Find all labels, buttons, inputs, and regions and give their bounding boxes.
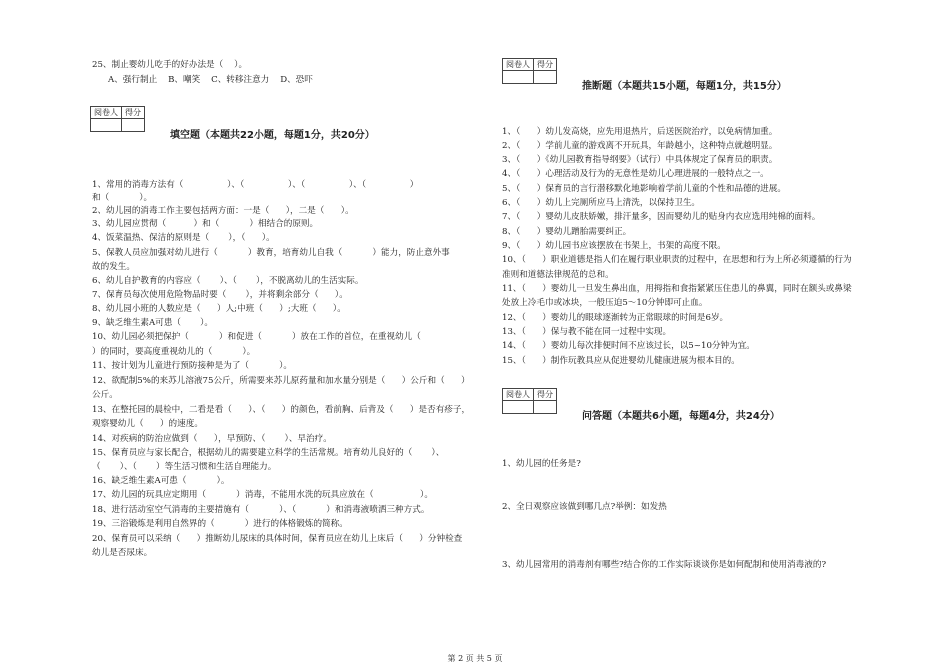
judge-line: 5、（ ）保育员的言行潜移默化地影响着学前儿童的个性和品德的进展。 xyxy=(502,184,786,194)
judge-line: 7、（ ）婴幼儿皮肤娇嫩，排汗量多，因而婴幼儿的贴身内衣应选用纯棉的面料。 xyxy=(502,212,821,222)
fill-line: 16、缺乏维生素A可患（ ）。 xyxy=(92,476,230,486)
fill-line: 14、对疾病的防治应做到（ ），早预防、（ ）、早治疗。 xyxy=(92,434,332,444)
qa-section-title: 问答题（本题共6小题，每题4分，共24分） xyxy=(582,411,780,422)
judge-line: 15、（ ）制作玩教具应从促进婴幼儿健康进展为根本目的。 xyxy=(502,356,740,366)
fill-line: 故的发生。 xyxy=(92,262,135,272)
qa-question-1: 1、幼儿园的任务是? xyxy=(502,459,581,469)
judge-line: 13、（ ）保与教不能在同一过程中实现。 xyxy=(502,327,672,337)
fill-line: 1、常用的消毒方法有（ ）、（ ）、（ ）、（ ） xyxy=(92,180,419,190)
page-footer: 第 2 页 共 5 页 xyxy=(447,654,503,663)
fill-line: 5、保教人员应加强对幼儿进行（ ）教育，培育幼儿自我（ ）能力，防止意外事 xyxy=(92,248,450,258)
fill-blank-section-title: 填空题（本题共22小题，每题1分，共20分） xyxy=(170,130,375,141)
fill-line: 3、幼儿园应贯彻（ ）和（ ）相结合的原则。 xyxy=(92,219,319,229)
fill-line: 17、幼儿园的玩具应定期用（ ）消毒，不能用水洗的玩具应放在（ ）。 xyxy=(92,490,433,500)
fill-line: 10、幼儿园必须把保护（ ）和促进（ ）放在工作的首位，在重视幼儿（ xyxy=(92,332,421,342)
judge-line: 10、（ ）职业道德是指人们在履行职业职责的过程中，在思想和行为上所必须遵循的行为 xyxy=(502,255,852,265)
fill-line: 12、欲配制5%的来苏儿溶液75公斤，所需要来苏儿原药量和加水量分别是（ ）公斤和（ ） xyxy=(92,376,470,386)
fill-line: 18、进行活动室空气消毒的主要措施有（ ）、（ ）和消毒液喷洒三种方式。 xyxy=(92,505,430,515)
fill-line: 20、保育员可以采纳（ ）推断幼儿尿床的具体时间，保育员应在幼儿上床后（ ）分钟检查 xyxy=(92,534,463,544)
reviewer-label: 阅卷人 xyxy=(503,59,534,71)
fill-line: 9、缺乏维生素A可患（ ）。 xyxy=(92,318,214,328)
fill-line: 公斤。 xyxy=(92,390,118,400)
judge-line: 3、（ ）《幼儿园教育指导纲要》（试行）中具体规定了保育员的职责。 xyxy=(502,155,778,165)
judge-line: 准则和道德法律规范的总和。 xyxy=(502,270,614,280)
fill-line: 2、幼儿园的消毒工作主要包括两方面：一是（ ），二是（ ）。 xyxy=(92,206,354,216)
fill-line: 13、在整托园的晨检中，二看是看（ ）、（ ）的颜色，看前胸、后背及（ ）是否有疹子， xyxy=(92,405,471,415)
fill-line: 和（ ）。 xyxy=(92,193,153,203)
fill-line: 观察婴幼儿（ ）的速度。 xyxy=(92,419,203,429)
qa-question-2: 2、全日观察应该做到哪几点?举例：如发热 xyxy=(502,502,667,512)
judgement-score-box xyxy=(502,58,557,84)
fill-line: 11、按计划为儿童进行预防接种是为了（ ）。 xyxy=(92,361,292,371)
score-label: 得分 xyxy=(534,59,557,71)
score-label: 得分 xyxy=(122,107,145,119)
judge-line: 8、（ ）婴幼儿蹭胎需要纠正。 xyxy=(502,227,632,237)
judge-line: 11、（ ）婴幼儿一旦发生鼻出血，用拇指和食指紧紧压住患儿的鼻翼，同时在额头或鼻梁 xyxy=(502,284,852,294)
judge-line: 1、（ ）幼儿发高烧，应先用退热片，后送医院治疗，以免病情加重。 xyxy=(502,127,778,137)
judge-line: 12、（ ）婴幼儿的眼球逐渐转为正常眼球的时间是6岁。 xyxy=(502,313,729,323)
question-25-stem: 25、制止婴幼儿吃手的好办法是（ ）。 xyxy=(92,60,248,70)
judge-line: 4、（ ）心理活动及行为的无意性是幼儿心理进展的一般特点之一。 xyxy=(502,169,769,179)
fill-line: 19、三浴锻炼是利用自然界的（ ）进行的体格锻炼的简称。 xyxy=(92,519,348,529)
reviewer-label: 阅卷人 xyxy=(503,389,534,401)
fill-line: ）的同时，要高度重视幼儿的（ ）。 xyxy=(92,347,256,357)
score-label: 得分 xyxy=(534,389,557,401)
judge-line: 2、（ ）学前儿童的游戏离不开玩具，年龄越小，这种特点就越明显。 xyxy=(502,141,778,151)
judgement-section-title: 推断题（本题共15小题，每题1分，共15分） xyxy=(582,81,787,92)
reviewer-label: 阅卷人 xyxy=(91,107,122,119)
qa-question-3: 3、幼儿园常用的消毒剂有哪些?结合你的工作实际谈谈你是如何配制和使用消毒液的? xyxy=(502,560,827,570)
fill-line: 7、保育员每次使用危险物品时要（ ），并将剩余部分（ ）。 xyxy=(92,290,348,300)
judge-line: 处放上冷毛巾或冰块，一般压迫5～10分钟即可止血。 xyxy=(502,298,708,308)
qa-score-box xyxy=(502,388,557,414)
judge-line: 6、（ ）幼儿上完厕所应马上清洗，以保持卫生。 xyxy=(502,198,701,208)
judge-line: 14、（ ）婴幼儿每次排便时间不应该过长，以5~10分钟为宜。 xyxy=(502,341,755,351)
fill-line: 幼儿是否尿床。 xyxy=(92,548,153,558)
judge-line: 9、（ ）幼儿园书应该摆放在书架上，书架的高度不限。 xyxy=(502,241,726,251)
fill-line: 6、幼儿自护教育的内容应（ ）、（ ），不脱离幼儿的生活实际。 xyxy=(92,276,364,286)
fill-line: 8、幼儿园小班的人数应是（ ）人;中班（ ）;大班（ ）。 xyxy=(92,304,346,314)
fill-line: 4、饭菜温热、保洁的原则是（ ），（ ）。 xyxy=(92,233,275,243)
question-25-options: A、强行制止 B、嘲笑 C、转移注意力 D、恐吓 xyxy=(108,75,313,85)
fill-line: （ ）、（ ）等生活习惯和生活自理能力。 xyxy=(92,462,277,472)
fill-line: 15、保育员应与家长配合，根据幼儿的需要建立科学的生活常规。培育幼儿良好的（ ）、 xyxy=(92,448,445,458)
fill-blank-score-box xyxy=(90,106,145,132)
